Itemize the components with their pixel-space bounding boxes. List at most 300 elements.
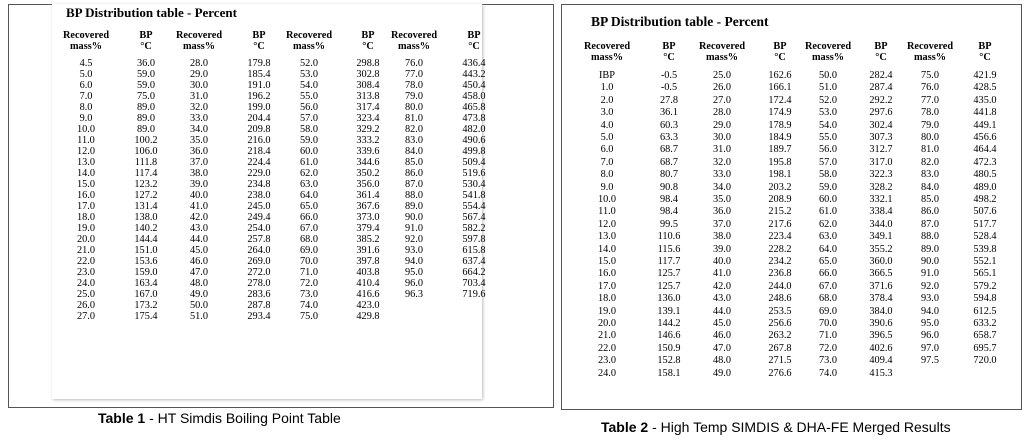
table-cell: 272.0 — [247, 267, 271, 278]
table-cell: 62.0 — [818, 218, 838, 230]
table-cell: 25.0 — [76, 289, 96, 300]
column-header-line: mass% — [811, 52, 845, 64]
column-header-line: °C — [979, 52, 991, 64]
table-cell: 70.0 — [299, 256, 319, 267]
column-header-line: BP — [978, 41, 992, 52]
table-cell: 37.0 — [189, 157, 209, 168]
table-cell: 509.4 — [462, 157, 486, 168]
table-cell: 51.0 — [189, 311, 209, 322]
table-cell: IBP — [598, 70, 616, 81]
table-cell: 80.0 — [920, 132, 940, 143]
table-cell: 24.0 — [76, 278, 96, 289]
table-cell: 87.0 — [404, 179, 424, 190]
table-cell: 174.9 — [768, 107, 792, 119]
table-cell: 384.0 — [869, 305, 893, 317]
table-cell: 6.0 — [79, 80, 93, 91]
table-cell: 208.9 — [768, 194, 792, 205]
table-cell: 86.0 — [404, 168, 424, 179]
table-cell: 355.2 — [869, 243, 893, 255]
table-cell: 52.0 — [299, 58, 319, 69]
table-cell: 218.4 — [247, 146, 271, 157]
column-header-line: Recovered — [175, 30, 223, 41]
table-cell: 81.0 — [404, 113, 424, 124]
table-cell: 63.0 — [299, 179, 319, 190]
table-cell: 117.4 — [134, 168, 158, 179]
table-cell: 223.4 — [768, 231, 792, 243]
table-cell: 34.0 — [712, 181, 732, 193]
table-cell: 73.0 — [818, 355, 838, 367]
table-cell: 482.0 — [462, 124, 486, 135]
table-cell: 245.0 — [247, 201, 271, 212]
table-cell: 69.0 — [299, 245, 319, 256]
table-cell: 50.0 — [818, 70, 838, 81]
table-cell: 17.0 — [76, 201, 96, 212]
table-cell: 391.6 — [356, 245, 380, 256]
table-cell: 79.0 — [404, 91, 424, 102]
table-cell: 82.0 — [920, 156, 940, 168]
column-header-line: mass% — [705, 52, 739, 64]
column-header-line: Recovered — [583, 41, 631, 52]
table-cell: 136.0 — [657, 293, 681, 305]
table-cell: 98.4 — [659, 206, 679, 218]
table-cell: 43.0 — [189, 223, 209, 234]
table-cell: 48.0 — [712, 355, 732, 367]
table-cell: 254.0 — [247, 223, 271, 234]
table-cell: 328.2 — [869, 181, 893, 193]
table-cell: 131.4 — [134, 201, 158, 212]
column-header-line: mass% — [590, 52, 624, 64]
table-cell: 91.0 — [404, 223, 424, 234]
table-cell: 349.1 — [869, 231, 893, 243]
table-cell: 554.4 — [462, 201, 486, 212]
table-cell: 257.8 — [247, 234, 271, 245]
table-cell: 19.0 — [597, 305, 617, 317]
table-cell: 59.0 — [136, 69, 156, 80]
table2-caption — [601, 419, 951, 435]
table-cell: 61.0 — [818, 206, 838, 218]
table-cell: 329.2 — [356, 124, 380, 135]
table-cell: 332.1 — [869, 194, 893, 205]
table-cell: 269.0 — [247, 256, 271, 267]
table-cell: 27.0 — [76, 311, 96, 322]
table-cell: 189.7 — [768, 144, 792, 156]
table-cell: 32.0 — [189, 102, 209, 113]
table-cell: 62.0 — [299, 168, 319, 179]
column-header — [382, 31, 446, 53]
table-cell: 20.0 — [76, 234, 96, 245]
table-cell: 90.0 — [920, 256, 940, 267]
table-cell: 456.6 — [973, 132, 997, 143]
table-cell: 75.0 — [136, 91, 156, 102]
table-cell: 287.8 — [247, 300, 271, 311]
table-cell: 17.0 — [597, 280, 617, 292]
column-header-line: Recovered — [804, 41, 852, 52]
table-cell: 94.0 — [404, 256, 424, 267]
table-cell: 615.8 — [462, 245, 486, 256]
table-cell: 256.6 — [768, 318, 792, 329]
table-cell: 302.8 — [356, 69, 380, 80]
table-cell: 472.3 — [973, 156, 997, 168]
table-cell: 84.0 — [404, 146, 424, 157]
table-cell: 59.0 — [136, 80, 156, 91]
table-cell: 21.0 — [597, 330, 617, 342]
table-cell: 97.0 — [920, 342, 940, 354]
column-header-line: mass% — [69, 41, 103, 53]
table-cell: 18.0 — [76, 212, 96, 223]
table-cell: 111.8 — [134, 157, 158, 168]
table-cell: 66.0 — [818, 268, 838, 280]
table-cell: 175.4 — [134, 311, 158, 322]
table-cell: 90.8 — [659, 181, 679, 193]
table-cell: 46.0 — [712, 330, 732, 342]
table-cell: 67.0 — [818, 280, 838, 292]
table-cell: 85.0 — [920, 194, 940, 205]
table-cell: 18.0 — [597, 293, 617, 305]
table-cell: 350.2 — [356, 168, 380, 179]
table-cell: 36.0 — [712, 206, 732, 218]
table-cell: 464.4 — [973, 144, 997, 156]
table-cell: 89.0 — [404, 201, 424, 212]
table-cell: 282.4 — [869, 70, 893, 81]
table-cell: 152.8 — [657, 355, 681, 367]
table-cell: 298.8 — [356, 58, 380, 69]
table-cell: 83.0 — [920, 169, 940, 181]
table-cell: 36.0 — [136, 58, 156, 69]
table-cell: 44.0 — [712, 305, 732, 317]
table-cell: 204.4 — [247, 113, 271, 124]
column-header-line: mass% — [292, 41, 326, 53]
table-cell: 20.0 — [597, 318, 617, 329]
table-cell: 88.0 — [920, 231, 940, 243]
table-cell: 47.0 — [712, 342, 732, 354]
table-cell: 264.0 — [247, 245, 271, 256]
table-cell: 65.0 — [818, 256, 838, 267]
table-cell: 385.2 — [356, 234, 380, 245]
table-cell: 49.0 — [189, 289, 209, 300]
table-cell: 138.0 — [134, 212, 158, 223]
table-cell: 7.0 — [79, 91, 93, 102]
table-cell: 73.0 — [299, 289, 319, 300]
table-cell: 28.0 — [712, 107, 732, 119]
table-cell: 68.7 — [659, 156, 679, 168]
column-header — [54, 31, 118, 53]
table-cell: 198.1 — [768, 169, 792, 181]
column-header-line: °C — [362, 41, 374, 53]
table-cell: 236.8 — [768, 268, 792, 280]
column-header-line: Recovered — [698, 41, 746, 52]
table-cell: 47.0 — [189, 267, 209, 278]
table-cell: 396.5 — [869, 330, 893, 342]
table-cell: 42.0 — [712, 280, 732, 292]
table-cell: 397.8 — [356, 256, 380, 267]
table-cell: 224.4 — [247, 157, 271, 168]
table-cell: 95.0 — [920, 318, 940, 329]
column-header — [277, 31, 341, 53]
table-cell: 45.0 — [189, 245, 209, 256]
table-cell: 35.0 — [189, 135, 209, 146]
table-cell: 184.9 — [768, 132, 792, 143]
table-cell: 339.6 — [356, 146, 380, 157]
table-cell: 278.0 — [247, 278, 271, 289]
table-cell: 19.0 — [76, 223, 96, 234]
table-cell: 84.0 — [920, 181, 940, 193]
table-cell: 55.0 — [299, 91, 319, 102]
table-cell: 552.1 — [973, 256, 997, 267]
table-cell: 153.6 — [134, 256, 158, 267]
table-cell: 82.0 — [404, 124, 424, 135]
table-cell: 263.2 — [768, 330, 792, 342]
table-cell: 80.7 — [659, 169, 679, 181]
table-cell: 199.0 — [247, 102, 271, 113]
table-cell: 633.2 — [973, 318, 997, 329]
table-cell: 1.0 — [600, 82, 614, 94]
table-cell: 637.4 — [462, 256, 486, 267]
table-cell: 209.8 — [247, 124, 271, 135]
table-cell: 539.8 — [973, 243, 997, 255]
table-cell: 58.0 — [299, 124, 319, 135]
table-cell: 71.0 — [818, 330, 838, 342]
table-cell: 83.0 — [404, 135, 424, 146]
table-cell: 54.0 — [299, 80, 319, 91]
table-cell: 127.2 — [134, 190, 158, 201]
table-cell: 53.0 — [299, 69, 319, 80]
table-cell: 31.0 — [189, 91, 209, 102]
column-header — [442, 31, 506, 53]
table-cell: 409.4 — [869, 355, 893, 367]
table-cell: 23.0 — [597, 355, 617, 367]
table-cell: 287.4 — [869, 82, 893, 94]
table-cell: 14.0 — [76, 168, 96, 179]
table-cell: 35.0 — [712, 194, 732, 205]
table-cell: 292.2 — [869, 94, 893, 106]
table-cell: 253.5 — [768, 305, 792, 317]
table-cell: 15.0 — [76, 179, 96, 190]
table-cell: 5.0 — [600, 132, 614, 143]
table-cell: 9.0 — [79, 113, 93, 124]
table-cell: 163.4 — [134, 278, 158, 289]
table-cell: 40.0 — [712, 256, 732, 267]
table1-caption — [98, 410, 341, 426]
table-cell: 8.0 — [79, 102, 93, 113]
table-cell: 54.0 — [818, 119, 838, 131]
table-cell: 366.5 — [869, 268, 893, 280]
table-cell: 11.0 — [598, 206, 616, 218]
table-cell: 480.5 — [973, 169, 997, 181]
table-cell: 361.4 — [356, 190, 380, 201]
column-header-line: BP — [874, 41, 888, 52]
table-cell: 57.0 — [299, 113, 319, 124]
table-cell: 144.4 — [134, 234, 158, 245]
column-header-line: °C — [468, 41, 480, 53]
table-cell: 89.0 — [136, 124, 156, 135]
table-cell: 146.6 — [657, 330, 681, 342]
column-header-line: Recovered — [390, 30, 438, 41]
table-cell: 46.0 — [189, 256, 209, 267]
table-cell: 166.1 — [768, 82, 792, 94]
table-cell: 64.0 — [818, 243, 838, 255]
table-cell: 22.0 — [76, 256, 96, 267]
column-header-line: BP — [467, 30, 481, 41]
column-header-line: BP — [139, 30, 153, 41]
table-cell: 77.0 — [404, 69, 424, 80]
table-cell: 196.2 — [247, 91, 271, 102]
table-cell: 91.0 — [920, 268, 940, 280]
table-cell: 125.7 — [657, 268, 681, 280]
table-cell: 203.2 — [768, 181, 792, 193]
table-cell: 416.6 — [356, 289, 380, 300]
column-header-line: °C — [774, 52, 786, 64]
table-cell: 367.6 — [356, 201, 380, 212]
table-cell: 579.2 — [973, 280, 997, 292]
table-cell: 96.3 — [404, 289, 424, 300]
table-cell: 63.0 — [818, 231, 838, 243]
table-cell: 33.0 — [189, 113, 209, 124]
table-cell: 449.1 — [973, 119, 997, 131]
table-cell: 67.0 — [299, 223, 319, 234]
table-cell: 115.6 — [657, 243, 681, 255]
table-cell: 317.0 — [869, 156, 893, 168]
table-cell: 2.0 — [600, 94, 614, 106]
table-cell: 92.0 — [404, 234, 424, 245]
column-header-line: BP — [252, 30, 266, 41]
table-cell: 217.6 — [768, 218, 792, 230]
table-cell: 78.0 — [404, 80, 424, 91]
table-cell: 32.0 — [712, 156, 732, 168]
table-cell: -0.5 — [660, 70, 678, 81]
table-cell: 421.9 — [973, 70, 997, 81]
table-cell: 283.6 — [247, 289, 271, 300]
column-header-line: mass% — [182, 41, 216, 53]
table-cell: 60.3 — [659, 119, 679, 131]
table-cell: 117.7 — [657, 256, 681, 267]
table-cell: 450.4 — [462, 80, 486, 91]
table-cell: 36.0 — [189, 146, 209, 157]
table-cell: 167.0 — [134, 289, 158, 300]
table-cell: 80.0 — [404, 102, 424, 113]
table-cell: 39.0 — [712, 243, 732, 255]
table-cell: 216.0 — [247, 135, 271, 146]
table-cell: 7.0 — [600, 156, 614, 168]
table-cell: 77.0 — [920, 94, 940, 106]
table-cell: 4.0 — [600, 119, 614, 131]
table-cell: 489.0 — [973, 181, 997, 193]
table-cell: 703.4 — [462, 278, 486, 289]
table-cell: 8.0 — [600, 169, 614, 181]
table-cell: 173.2 — [134, 300, 158, 311]
table2-caption-text: - High Temp SIMDIS & DHA-FE Merged Results — [648, 419, 951, 435]
table-cell: 276.6 — [768, 367, 792, 379]
table-cell: 159.0 — [134, 267, 158, 278]
table-cell: 78.0 — [920, 107, 940, 119]
table-cell: 41.0 — [189, 201, 209, 212]
table-cell: 458.0 — [462, 91, 486, 102]
table-cell: 76.0 — [404, 58, 424, 69]
table-cell: 61.0 — [299, 157, 319, 168]
table-cell: 75.0 — [299, 311, 319, 322]
table-cell: 612.5 — [973, 305, 997, 317]
table-cell: 443.2 — [462, 69, 486, 80]
table-cell: 10.0 — [76, 124, 96, 135]
table-cell: 25.0 — [712, 70, 732, 81]
table-cell: 507.6 — [973, 206, 997, 218]
table-cell: 5.0 — [79, 69, 93, 80]
table-cell: 162.6 — [768, 70, 792, 81]
table-cell: 16.0 — [76, 190, 96, 201]
table-cell: 519.6 — [462, 168, 486, 179]
table-cell: 267.8 — [768, 342, 792, 354]
table-cell: 28.0 — [189, 58, 209, 69]
table-cell: 582.2 — [462, 223, 486, 234]
table-cell: 92.0 — [920, 280, 940, 292]
table-cell: 403.8 — [356, 267, 380, 278]
table-cell: 594.8 — [973, 293, 997, 305]
table-cell: 498.2 — [973, 194, 997, 205]
table-cell: 63.3 — [659, 132, 679, 143]
table-cell: 658.7 — [973, 330, 997, 342]
table-cell: 34.0 — [189, 124, 209, 135]
table-cell: 11.0 — [77, 135, 95, 146]
table-cell: 49.0 — [712, 367, 732, 379]
table-cell: 244.0 — [768, 280, 792, 292]
table-cell: 371.6 — [869, 280, 893, 292]
table-cell: 72.0 — [818, 342, 838, 354]
table-cell: 720.0 — [973, 355, 997, 367]
table-cell: 29.0 — [189, 69, 209, 80]
column-header-line: mass% — [913, 52, 947, 64]
table-cell: 12.0 — [597, 218, 617, 230]
table-cell: 27.8 — [659, 94, 679, 106]
table-cell: 567.4 — [462, 212, 486, 223]
table-cell: 499.8 — [462, 146, 486, 157]
table-cell: 297.6 — [869, 107, 893, 119]
column-header-line: °C — [663, 52, 675, 64]
table-cell: 106.0 — [134, 146, 158, 157]
table-cell: 13.0 — [76, 157, 96, 168]
table-cell: 338.4 — [869, 206, 893, 218]
column-header-line: BP — [773, 41, 787, 52]
table-cell: 312.7 — [869, 144, 893, 156]
table-cell: 79.0 — [920, 119, 940, 131]
table-cell: 473.8 — [462, 113, 486, 124]
table-cell: 53.0 — [818, 107, 838, 119]
table-cell: 39.0 — [189, 179, 209, 190]
table-cell: 719.6 — [462, 289, 486, 300]
column-header-line: Recovered — [285, 30, 333, 41]
table-cell: 185.4 — [247, 69, 271, 80]
table-cell: 429.8 — [356, 311, 380, 322]
table-cell: 390.6 — [869, 318, 893, 329]
table-cell: 98.4 — [659, 194, 679, 205]
table-cell: 64.0 — [299, 190, 319, 201]
table-cell: 65.0 — [299, 201, 319, 212]
table-cell: 41.0 — [712, 268, 732, 280]
table-cell: 238.0 — [247, 190, 271, 201]
table-cell: 530.4 — [462, 179, 486, 190]
column-header-line: °C — [253, 41, 265, 53]
table-cell: 29.0 — [712, 119, 732, 131]
table-cell: 144.2 — [657, 318, 681, 329]
table-cell: 26.0 — [76, 300, 96, 311]
table-cell: 436.4 — [462, 58, 486, 69]
table-cell: 344.0 — [869, 218, 893, 230]
table-cell: 71.0 — [299, 267, 319, 278]
table-cell: 150.9 — [657, 342, 681, 354]
table-cell: 415.3 — [869, 367, 893, 379]
table-cell: 373.0 — [356, 212, 380, 223]
table-cell: 22.0 — [597, 342, 617, 354]
table-cell: 89.0 — [136, 102, 156, 113]
table-cell: 81.0 — [920, 144, 940, 156]
